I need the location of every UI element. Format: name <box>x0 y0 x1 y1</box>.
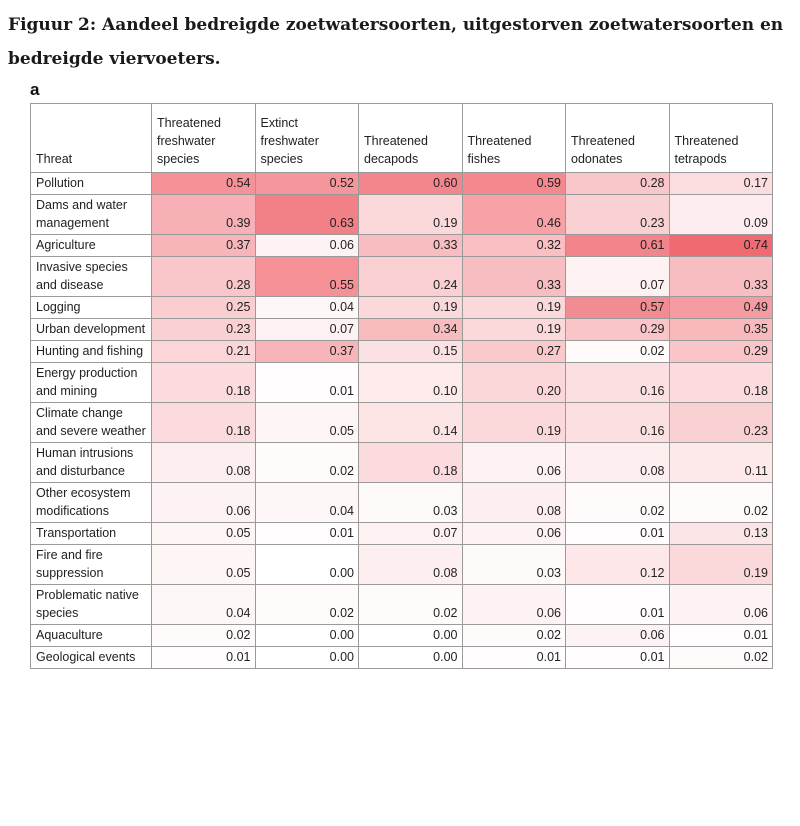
threat-label: Fire and fire suppression <box>31 545 152 585</box>
heatmap-cell: 0.28 <box>566 173 670 195</box>
heatmap-cell: 0.04 <box>255 297 359 319</box>
threat-label: Logging <box>31 297 152 319</box>
heatmap-cell: 0.55 <box>255 257 359 297</box>
heatmap-cell: 0.01 <box>255 523 359 545</box>
figure-title: Figuur 2: Aandeel bedreigde zoetwatersoorten, uitgestorven zoetwatersoorten en bedreigde viervoeters. <box>8 15 784 69</box>
heatmap-cell: 0.19 <box>462 297 566 319</box>
column-header: Extinct freshwater species <box>255 104 359 173</box>
threat-label: Other ecosystem modifications <box>31 483 152 523</box>
table-row <box>31 585 773 625</box>
heatmap-cell: 0.01 <box>566 647 670 669</box>
heatmap-cell: 0.37 <box>255 341 359 363</box>
panel-label: a <box>30 80 40 99</box>
column-header: Threatened tetrapods <box>669 104 773 173</box>
heatmap-cell: 0.11 <box>669 443 773 483</box>
heatmap-cell: 0.05 <box>152 545 256 585</box>
table-row <box>31 195 773 235</box>
heatmap-cell: 0.29 <box>669 341 773 363</box>
heatmap-cell: 0.02 <box>462 625 566 647</box>
heatmap-cell: 0.02 <box>152 625 256 647</box>
heatmap-cell: 0.01 <box>566 585 670 625</box>
heatmap-cell: 0.02 <box>255 585 359 625</box>
table-row <box>31 483 773 523</box>
header-row <box>31 104 773 173</box>
table-row <box>31 647 773 669</box>
heatmap-cell: 0.07 <box>359 523 463 545</box>
heatmap-cell: 0.16 <box>566 363 670 403</box>
heatmap-cell: 0.02 <box>359 585 463 625</box>
table-row <box>31 297 773 319</box>
column-header: Threatened freshwater species <box>152 104 256 173</box>
heatmap-cell: 0.05 <box>255 403 359 443</box>
heatmap-cell: 0.04 <box>255 483 359 523</box>
heatmap-cell: 0.20 <box>462 363 566 403</box>
table-row <box>31 545 773 585</box>
heatmap-cell: 0.19 <box>462 403 566 443</box>
heatmap-cell: 0.57 <box>566 297 670 319</box>
table-row <box>31 523 773 545</box>
table-row <box>31 319 773 341</box>
heatmap-cell: 0.27 <box>462 341 566 363</box>
heatmap-cell: 0.46 <box>462 195 566 235</box>
heatmap-cell: 0.60 <box>359 173 463 195</box>
heatmap-cell: 0.01 <box>255 363 359 403</box>
table-row <box>31 443 773 483</box>
table-row <box>31 257 773 297</box>
heatmap-body <box>31 173 773 669</box>
heatmap-cell: 0.01 <box>566 523 670 545</box>
threat-label: Geological events <box>31 647 152 669</box>
heatmap-cell: 0.06 <box>462 443 566 483</box>
heatmap-cell: 0.33 <box>359 235 463 257</box>
heatmap-cell: 0.61 <box>566 235 670 257</box>
heatmap-cell: 0.39 <box>152 195 256 235</box>
heatmap-cell: 0.08 <box>152 443 256 483</box>
heatmap-cell: 0.07 <box>566 257 670 297</box>
column-header: Threatened decapods <box>359 104 463 173</box>
heatmap-cell: 0.00 <box>359 625 463 647</box>
heatmap-cell: 0.02 <box>669 647 773 669</box>
heatmap-cell: 0.13 <box>669 523 773 545</box>
table-row <box>31 363 773 403</box>
table-row <box>31 341 773 363</box>
heatmap-cell: 0.18 <box>152 363 256 403</box>
heatmap-cell: 0.00 <box>359 647 463 669</box>
heatmap-cell: 0.05 <box>152 523 256 545</box>
heatmap-cell: 0.09 <box>669 195 773 235</box>
heatmap-cell: 0.25 <box>152 297 256 319</box>
heatmap-cell: 0.06 <box>669 585 773 625</box>
heatmap-cell: 0.59 <box>462 173 566 195</box>
heatmap-cell: 0.10 <box>359 363 463 403</box>
heatmap-cell: 0.23 <box>669 403 773 443</box>
table-row <box>31 173 773 195</box>
heatmap-cell: 0.18 <box>669 363 773 403</box>
heatmap-cell: 0.34 <box>359 319 463 341</box>
heatmap-cell: 0.08 <box>462 483 566 523</box>
threat-label: Energy production and mining <box>31 363 152 403</box>
heatmap-cell: 0.00 <box>255 647 359 669</box>
heatmap-cell: 0.00 <box>255 625 359 647</box>
heatmap-cell: 0.19 <box>669 545 773 585</box>
heatmap-cell: 0.18 <box>359 443 463 483</box>
column-header: Threatened odonates <box>566 104 670 173</box>
heatmap-cell: 0.06 <box>566 625 670 647</box>
heatmap-cell: 0.63 <box>255 195 359 235</box>
heatmap-cell: 0.32 <box>462 235 566 257</box>
heatmap-cell: 0.15 <box>359 341 463 363</box>
heatmap-cell: 0.14 <box>359 403 463 443</box>
heatmap-cell: 0.24 <box>359 257 463 297</box>
heatmap-cell: 0.06 <box>462 585 566 625</box>
heatmap-cell: 0.23 <box>152 319 256 341</box>
heatmap-cell: 0.35 <box>669 319 773 341</box>
heatmap-cell: 0.52 <box>255 173 359 195</box>
heatmap-cell: 0.19 <box>359 195 463 235</box>
heatmap-cell: 0.18 <box>152 403 256 443</box>
threat-label: Problematic native species <box>31 585 152 625</box>
heatmap-cell: 0.54 <box>152 173 256 195</box>
heatmap-cell: 0.01 <box>669 625 773 647</box>
heatmap-cell: 0.03 <box>462 545 566 585</box>
table-row <box>31 625 773 647</box>
heatmap-cell: 0.06 <box>255 235 359 257</box>
heatmap-cell: 0.06 <box>462 523 566 545</box>
heatmap-cell: 0.02 <box>566 483 670 523</box>
heatmap-cell: 0.01 <box>152 647 256 669</box>
heatmap-cell: 0.33 <box>669 257 773 297</box>
heatmap-cell: 0.02 <box>669 483 773 523</box>
heatmap-table <box>30 103 773 669</box>
threat-label: Agriculture <box>31 235 152 257</box>
heatmap-cell: 0.07 <box>255 319 359 341</box>
heatmap-cell: 0.06 <box>152 483 256 523</box>
heatmap-cell: 0.04 <box>152 585 256 625</box>
table-row <box>31 235 773 257</box>
heatmap-cell: 0.19 <box>462 319 566 341</box>
heatmap-cell: 0.08 <box>359 545 463 585</box>
heatmap-cell: 0.02 <box>566 341 670 363</box>
table-row <box>31 403 773 443</box>
heatmap-cell: 0.02 <box>255 443 359 483</box>
threat-label: Pollution <box>31 173 152 195</box>
heatmap-cell: 0.08 <box>566 443 670 483</box>
heatmap-cell: 0.01 <box>462 647 566 669</box>
threat-label: Urban development <box>31 319 152 341</box>
heatmap-cell: 0.21 <box>152 341 256 363</box>
threat-label: Aquaculture <box>31 625 152 647</box>
heatmap-cell: 0.74 <box>669 235 773 257</box>
threat-label: Transportation <box>31 523 152 545</box>
heatmap-cell: 0.37 <box>152 235 256 257</box>
heatmap-cell: 0.29 <box>566 319 670 341</box>
threat-label: Climate change and severe weather <box>31 403 152 443</box>
threat-label: Dams and water management <box>31 195 152 235</box>
heatmap-cell: 0.17 <box>669 173 773 195</box>
threat-label: Invasive species and disease <box>31 257 152 297</box>
heatmap-cell: 0.12 <box>566 545 670 585</box>
heatmap-cell: 0.16 <box>566 403 670 443</box>
heatmap-cell: 0.19 <box>359 297 463 319</box>
heatmap-cell: 0.23 <box>566 195 670 235</box>
heatmap-cell: 0.28 <box>152 257 256 297</box>
heatmap-cell: 0.33 <box>462 257 566 297</box>
heatmap-cell: 0.03 <box>359 483 463 523</box>
column-header: Threatened fishes <box>462 104 566 173</box>
heatmap-cell: 0.00 <box>255 545 359 585</box>
threat-label: Human intrusions and disturbance <box>31 443 152 483</box>
threat-column-header: Threat <box>31 104 152 173</box>
heatmap-cell: 0.49 <box>669 297 773 319</box>
threat-label: Hunting and fishing <box>31 341 152 363</box>
